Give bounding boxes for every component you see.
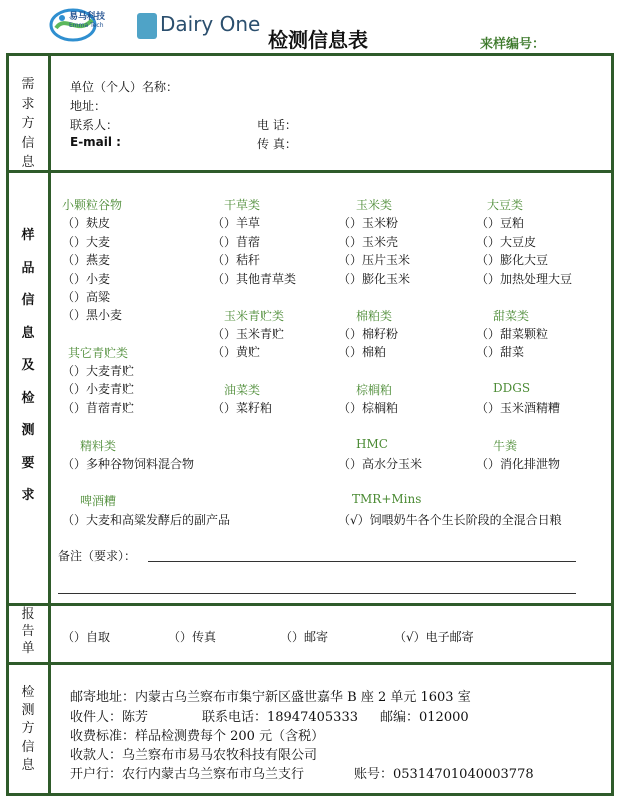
category-title: 玉米类	[356, 198, 393, 212]
category-title: 玉米青贮类	[224, 309, 285, 323]
option-checkbox[interactable]: （）苜蓿青贮	[62, 401, 135, 415]
section-label-demand: 需求方信息	[21, 77, 35, 170]
option-checkbox[interactable]: （）麸皮	[62, 216, 111, 230]
report-option-pickup[interactable]: （）自取	[62, 630, 111, 644]
receiver: 收件人：陈芳	[70, 710, 149, 725]
category-title: 精料类	[80, 439, 117, 453]
remark-label: 备注（要求）：	[58, 549, 137, 563]
page-title: 检测信息表	[268, 28, 368, 52]
category-title: 干草类	[224, 198, 261, 212]
option-checkbox[interactable]: （）玉米青贮	[212, 327, 285, 341]
option-checkbox[interactable]: （）大豆皮	[476, 235, 537, 249]
section-divider	[6, 603, 614, 606]
category-title: 棕榈粕	[356, 383, 393, 397]
option-checkbox[interactable]: （）小麦	[62, 272, 111, 286]
report-option-email[interactable]: （√）电子邮寄	[394, 630, 474, 644]
option-checkbox[interactable]: （）玉米壳	[338, 235, 399, 249]
option-checkbox[interactable]: （）压片玉米	[338, 253, 411, 267]
option-checkbox[interactable]: （）甜菜	[476, 345, 525, 359]
option-checkbox[interactable]: （）大麦青贮	[62, 364, 135, 378]
option-checkbox[interactable]: （）加热处理大豆	[476, 272, 573, 286]
phone-field[interactable]: 电 话：	[257, 118, 297, 132]
option-checkbox[interactable]: （）膨化玉米	[338, 272, 411, 286]
option-checkbox[interactable]: （）棉籽粉	[338, 327, 399, 341]
postcode: 邮编：012000	[380, 710, 469, 725]
option-checkbox[interactable]: （）玉米酒精糟	[476, 401, 561, 415]
fax-field[interactable]: 传 真：	[257, 137, 297, 151]
email-field[interactable]: E-mail :	[70, 135, 121, 149]
category-title: 啤酒糟	[80, 494, 117, 508]
option-checkbox[interactable]: （）高粱	[62, 290, 111, 304]
address-field[interactable]: 地址：	[70, 99, 107, 113]
section-label-sample: 样品信息及检测要求	[21, 228, 35, 503]
contact-field[interactable]: 联系人：	[70, 118, 119, 132]
section-divider-vertical	[48, 53, 51, 796]
category-title: HMC	[356, 437, 388, 451]
option-checkbox[interactable]: （）甜菜颗粒	[476, 327, 549, 341]
option-checkbox[interactable]: （）燕麦	[62, 253, 111, 267]
option-checkbox[interactable]: （）棕榈粕	[338, 401, 399, 415]
report-option-fax[interactable]: （）传真	[168, 630, 217, 644]
unit-name-field[interactable]: 单位（个人）名称：	[70, 80, 179, 94]
section-divider	[6, 662, 614, 665]
option-checkbox[interactable]: （）小麦青贮	[62, 382, 135, 396]
dairy-one-logo-icon	[137, 13, 157, 39]
category-title: 油菜类	[224, 383, 261, 397]
option-checkbox[interactable]: （）秸秆	[212, 253, 261, 267]
category-title: 牛粪	[493, 439, 518, 453]
dairy-one-logo-text: Dairy One	[160, 12, 261, 36]
option-checkbox[interactable]: （）菜籽粕	[212, 401, 273, 415]
option-checkbox[interactable]: （）豆粕	[476, 216, 525, 230]
company-logo-text: 易马科技	[69, 12, 106, 22]
option-checkbox[interactable]: （）大麦和高粱发酵后的副产品	[62, 513, 231, 527]
sample-number-label: 来样编号：	[480, 37, 546, 52]
report-option-mail[interactable]: （）邮寄	[280, 630, 329, 644]
section-divider	[6, 170, 614, 173]
option-checkbox[interactable]: （）消化排泄物	[476, 457, 561, 471]
option-checkbox[interactable]: （）棉粕	[338, 345, 387, 359]
option-checkbox[interactable]: （）膨化大豆	[476, 253, 549, 267]
category-title: TMR+Mins	[352, 492, 422, 506]
category-title: 棉粕类	[356, 309, 393, 323]
category-title: DDGS	[493, 381, 531, 395]
option-checkbox[interactable]: （）玉米粉	[338, 216, 399, 230]
form-frame	[6, 53, 614, 796]
remark-input-line[interactable]	[148, 561, 576, 562]
category-title: 甜菜类	[493, 309, 530, 323]
remark-input-line[interactable]	[58, 593, 576, 594]
option-checkbox[interactable]: （）高水分玉米	[338, 457, 423, 471]
section-label-tester: 检测方信息	[21, 685, 35, 773]
option-checkbox[interactable]: （）其他青草类	[212, 272, 297, 286]
option-checkbox[interactable]: （）多种谷物饲料混合物	[62, 457, 195, 471]
option-checkbox[interactable]: （）黄贮	[212, 345, 261, 359]
category-title: 大豆类	[487, 198, 524, 212]
option-checkbox[interactable]: （√）饲喂奶牛各个生长阶段的全混合日粮	[338, 513, 562, 527]
option-checkbox[interactable]: （）黑小麦	[62, 308, 123, 322]
option-checkbox[interactable]: （）大麦	[62, 235, 111, 249]
payee: 收款人：乌兰察布市易马农牧科技有限公司	[70, 748, 318, 763]
mailing-address: 邮寄地址：内蒙古乌兰察布市集宁新区盛世嘉华 B 座 2 单元 1603 室	[70, 690, 471, 705]
bank: 开户行：农行内蒙古乌兰察布市乌兰支行	[70, 767, 305, 782]
option-checkbox[interactable]: （）羊草	[212, 216, 261, 230]
contact-phone: 联系电话：18947405333	[202, 710, 358, 725]
category-title: 小颗粒谷物	[62, 198, 123, 212]
fee-standard: 收费标准：样品检测费每个 200 元（含税）	[70, 729, 325, 744]
section-label-report: 报告单	[21, 607, 35, 656]
account-number: 账号：05314701040003778	[354, 767, 534, 782]
option-checkbox[interactable]: （）苜蓿	[212, 235, 261, 249]
company-logo-subtext: Emma Tech	[69, 22, 104, 29]
category-title: 其它青贮类	[68, 346, 129, 360]
